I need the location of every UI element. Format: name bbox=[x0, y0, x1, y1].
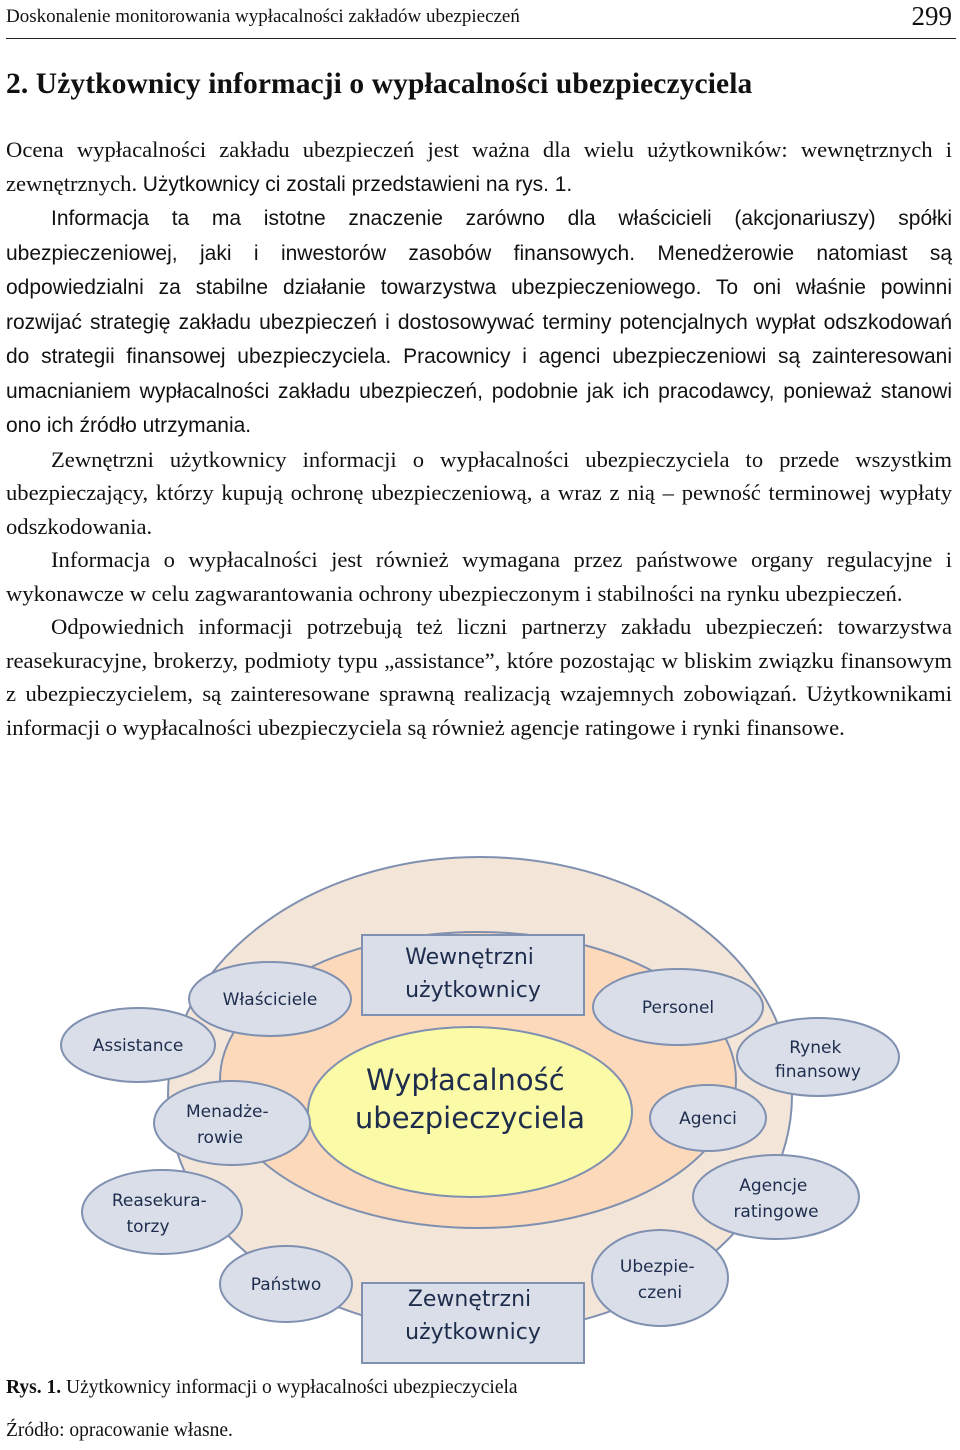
node-agents bbox=[650, 1085, 766, 1151]
paragraph-2: Informacja ta ma istotne znaczenie zarówno dla właścicieli (akcjonariuszy) spółki ubezpieczeniowej, jaki i inwestorów zasobów finansowych. Menedżerowie natomiast są odpowiedzialni za stabilne działanie towarzystwa ubezpieczeniowego. To oni właśnie powinni rozwijać strategię zakładu ubezpieczeń i dostosowywać terminy potencjalnych wypłat odszkodowań do strategii finansowej ubezpieczyciela. Pracownicy i agenci ubezpieczeniowi są zainteresowani umacnianiem wypłacalności zakładu ubezpieczeń, podobnie jak ich pracodawcy, ponieważ stanowi ono ich źródło utrzymania. bbox=[6, 207, 952, 437]
paragraph-1-figure-ref: Użytkownicy ci zostali przedstawieni na rys. 1. bbox=[142, 172, 573, 196]
figure-caption-text: Użytkownicy informacji o wypłacalności ubezpieczyciela bbox=[66, 1377, 518, 1398]
svg-text:Właściciele: Właściciele bbox=[222, 990, 318, 1010]
body-text bbox=[6, 133, 952, 744]
center-label-line-1: Wypłacalność bbox=[366, 1063, 565, 1097]
node-market bbox=[737, 1018, 899, 1096]
node-state bbox=[220, 1246, 352, 1322]
center-label-line-2: ubezpieczyciela bbox=[354, 1101, 586, 1135]
section-title: 2. Użytkownicy informacji o wypłacalności ubezpieczyciela bbox=[6, 68, 753, 100]
svg-text:Ubezpie- czeni: Ubezpie- czeni bbox=[619, 1257, 695, 1303]
svg-text:Personel: Personel bbox=[641, 998, 715, 1018]
running-header bbox=[6, 0, 956, 39]
node-owners bbox=[189, 962, 351, 1036]
running-title: Doskonalenie monitorowania wypłacalności zakładów ubezpieczeń bbox=[6, 6, 520, 27]
figure-label: Rys. 1. bbox=[6, 1377, 62, 1398]
external-users-label: Zewnętrzni użytkownicy bbox=[405, 1287, 541, 1345]
figure-caption bbox=[6, 1377, 518, 1399]
solvency-users-diagram bbox=[0, 850, 960, 1370]
node-staff bbox=[593, 969, 763, 1045]
paragraph-1: Ocena wypłacalności zakładu ubezpieczeń jest ważna dla wielu użytkowników: wewnętrznych i zewnętrznych. Użytkownicy ci zostali przedstawieni na rys. 1. bbox=[6, 137, 952, 196]
node-insured bbox=[592, 1230, 728, 1326]
svg-text:Reasekura- torzy: Reasekura- torzy bbox=[111, 1191, 207, 1237]
paragraph-3: Zewnętrzni użytkownicy informacji o wypłacalności ubezpieczyciela to przede wszystkim ubezpieczający, którzy kupują ochronę ubezpieczeniową, a wraz z nią – pewność terminowej wypłaty odszkodowania. bbox=[6, 446, 952, 539]
figure-source: Źródło: opracowanie własne. bbox=[6, 1420, 233, 1441]
svg-text:Agenci: Agenci bbox=[679, 1109, 737, 1129]
node-reinsurers bbox=[82, 1170, 242, 1254]
svg-text:Państwo: Państwo bbox=[250, 1275, 322, 1295]
internal-users-label: Wewnętrzni użytkownicy bbox=[405, 945, 541, 1003]
svg-text:Menadże- rowie: Menadże- rowie bbox=[185, 1102, 269, 1148]
paragraph-5: Odpowiednich informacji potrzebują też liczni partnerzy zakładu ubezpieczeń: towarzystwa reasekuracyjne, brokerzy, podmioty typu „assistance”, które pozostając w bliskim związku finansowym z ubezpieczycielem, są zainteresowane sprawną realizacją wzajemnych zobowiązań. Użytkownikami informacji o wypłacalności ubezpieczyciela są również agencje ratingowe i rynki finansowe. bbox=[6, 614, 952, 740]
node-managers bbox=[154, 1081, 310, 1165]
svg-text:Rynek finansowy: Rynek finansowy bbox=[775, 1038, 861, 1082]
svg-text:Assistance: Assistance bbox=[92, 1036, 184, 1056]
paragraph-4: Informacja o wypłacalności jest również wymagana przez państwowe organy regulacyjne i wykonawcze w celu zagwarantowania ochrony ubezpieczonym i stabilności na rynku ubezpieczeń. bbox=[6, 547, 952, 606]
page-number: 299 bbox=[911, 1, 952, 31]
svg-text:Agencje ratingowe: Agencje ratingowe bbox=[733, 1176, 819, 1222]
node-assistance bbox=[61, 1008, 215, 1082]
node-rating bbox=[693, 1155, 859, 1239]
